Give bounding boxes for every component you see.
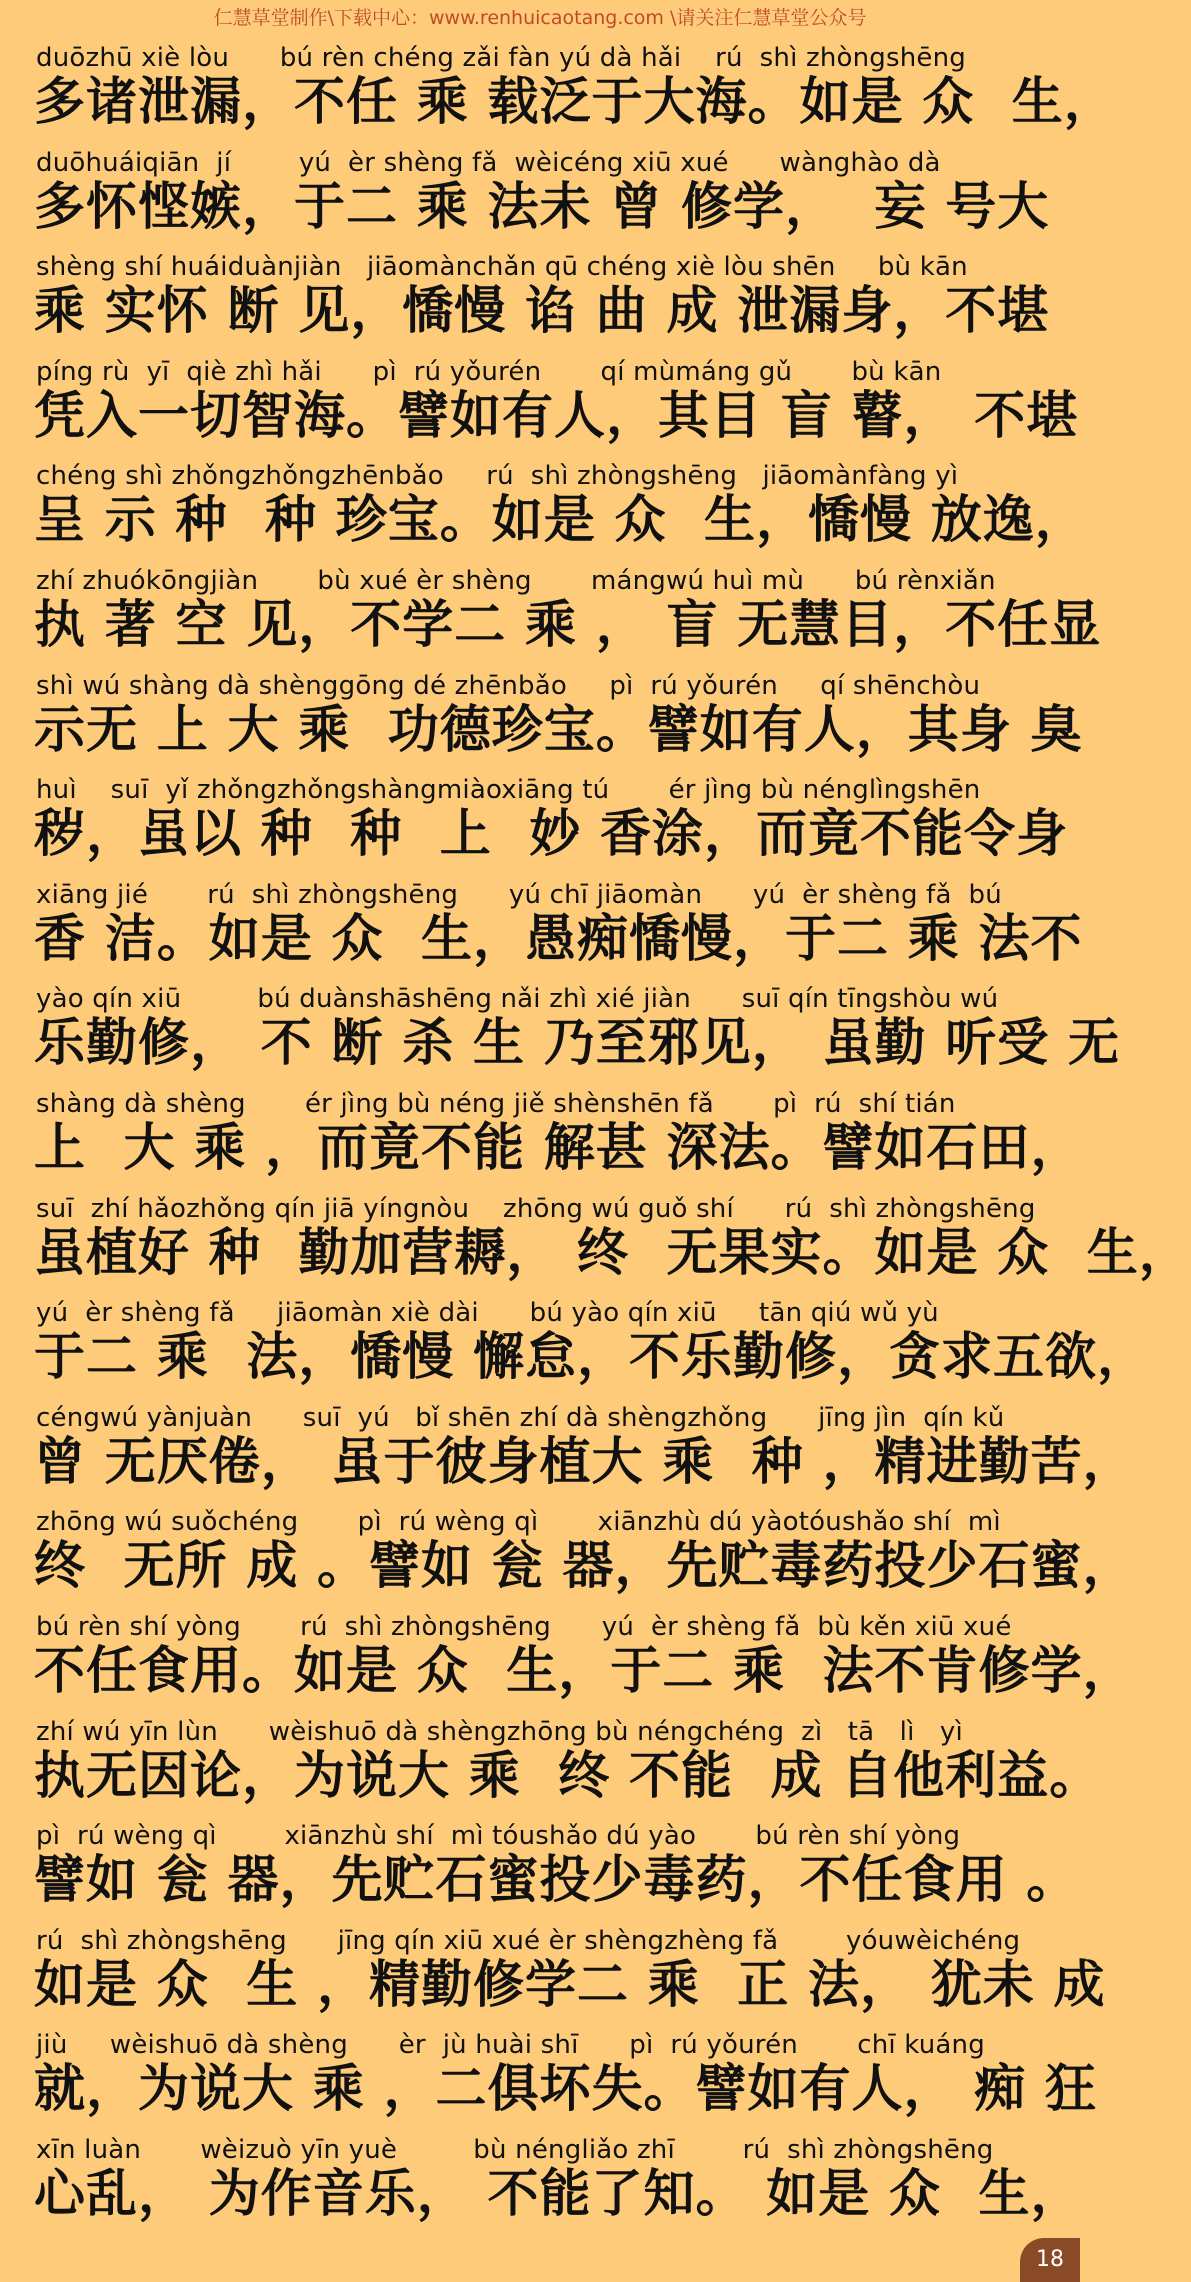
hanzi-line: 执 著 空 见，不学二 乘 ， 盲 无慧目，不任显 bbox=[34, 595, 1102, 655]
hanzi-line: 多怀悭嫉，于二 乘 法未 曾 修学， 妄 号大 bbox=[34, 177, 1050, 237]
hanzi-line: 秽，虽以 种 种 上 妙 香涂，而竟不能令身 bbox=[34, 805, 1069, 865]
pinyin-line: huì suī yǐ zhǒngzhǒngshàngmiàoxiāng tú ér jìng bù nénglìngshēn bbox=[36, 775, 981, 806]
text-line bbox=[0, 1187, 1191, 1292]
hanzi-line: 乘 实怀 断 见，憍慢 谄 曲 成 泄漏身，不堪 bbox=[34, 282, 1050, 342]
hanzi-line: 执无因论，为说大 乘 终 不能 成 自他利益。 bbox=[34, 1746, 1102, 1806]
pinyin-line: rú shì zhòngshēng jīng qín xiū xué èr shèngzhèng fǎ yóuwèichéng bbox=[36, 1925, 1021, 1956]
hanzi-line: 于二 乘 法，憍慢 懈怠，不乐勤修，贪求五欲， bbox=[34, 1328, 1150, 1388]
hanzi-line: 多诸泄漏，不任 乘 载泛于大海。如是 众 生， bbox=[34, 73, 1116, 132]
pinyin-line: yú èr shèng fǎ jiāomàn xiè dài bú yào qín xiū tān qiú wǔ yù bbox=[36, 1298, 939, 1329]
pinyin-line: jiù wèishuō dà shèng èr jù huài shī pì rú yǒurén chī kuáng bbox=[36, 2030, 985, 2061]
hanzi-line: 虽植好 种 勤加营耨， 终 无果实。如是 众 生， bbox=[34, 1223, 1191, 1283]
text-line bbox=[0, 559, 1102, 664]
hanzi-line: 不任食用。如是 众 生，于二 乘 法不肯修学， bbox=[34, 1641, 1135, 1701]
hanzi-line: 心乱， 为作音乐， 不能了知。 如是 众 生， bbox=[34, 2164, 1083, 2224]
text-line bbox=[0, 664, 1083, 769]
text-line bbox=[0, 873, 1083, 978]
text-line bbox=[0, 141, 1080, 246]
pinyin-line: chéng shì zhǒngzhǒngzhēnbǎo rú shì zhòngshēng jiāomànfàng yì bbox=[36, 461, 959, 492]
hanzi-line: 香 洁。如是 众 生，愚痴憍慢，于二 乘 法不 bbox=[34, 909, 1083, 969]
hanzi-line: 就，为说大 乘 ，二俱坏失。譬如有人， 痴 狂 bbox=[34, 2060, 1098, 2120]
pinyin-line: duōzhū xiè lòu bú rèn chéng zǎi fàn yú dà hǎi rú shì zhòngshēng bbox=[36, 43, 966, 73]
text-line bbox=[0, 1814, 1080, 1919]
text-line bbox=[0, 1396, 1135, 1501]
pinyin-line: shì wú shàng dà shènggōng dé zhēnbǎo pì rú yǒurén qí shēnchòu bbox=[36, 670, 981, 701]
pinyin-line: shàng dà shèng ér jìng bù néng jiě shènshēn fǎ pì rú shí tián bbox=[36, 1088, 956, 1119]
pinyin-line: duōhuáiqiān jí yú èr shèng fǎ wèicéng xiū xué wànghào dà bbox=[36, 147, 941, 178]
hanzi-line: 如是 众 生 ，精勤修学二 乘 正 法， 犹未 成 bbox=[34, 1955, 1106, 2015]
text-line bbox=[0, 1710, 1102, 1815]
hanzi-line: 上 大 乘 ，而竟不能 解甚 深法。譬如石田， bbox=[34, 1118, 1083, 1178]
hanzi-line: 曾 无厌倦， 虽于彼身植大 乘 种 ，精进勤苦， bbox=[34, 1432, 1135, 1492]
text-line bbox=[0, 2023, 1098, 2128]
text-line bbox=[0, 1919, 1106, 2024]
hanzi-line: 乐勤修， 不 断 杀 生 乃至邪见， 虽勤 听受 无 bbox=[34, 1014, 1121, 1074]
pinyin-line: bú rèn shí yòng rú shì zhòngshēng yú èr shèng fǎ bù kěn xiū xué bbox=[36, 1611, 1012, 1642]
pinyin-line: suī zhí hǎozhǒng qín jiā yíngnòu zhōng wú guǒ shí rú shì zhòngshēng bbox=[36, 1193, 1036, 1224]
pinyin-line: píng rù yī qiè zhì hǎi pì rú yǒurén qí mùmáng gǔ bù kān bbox=[36, 356, 942, 387]
page-number: 18 bbox=[1020, 2238, 1080, 2282]
hanzi-line: 终 无所 成 。譬如 瓮 器，先贮毒药投少石蜜， bbox=[34, 1537, 1135, 1597]
page-header: 仁慧草堂制作\下载中心：www.renhuicaotang.com \请关注仁慧草堂公众号 bbox=[213, 7, 867, 29]
pinyin-line: xīn luàn wèizuò yīn yuè bù néngliǎo zhī rú shì zhòngshēng bbox=[36, 2134, 994, 2165]
pinyin-line: yào qín xiū bú duànshāshēng nǎi zhì xié jiàn suī qín tīngshòu wú bbox=[36, 984, 999, 1015]
text-line bbox=[0, 350, 1080, 455]
hanzi-line: 示无 上 大 乘 功德珍宝。譬如有人，其身 臭 bbox=[34, 700, 1083, 760]
pinyin-line: shèng shí huáiduànjiàn jiāomànchǎn qū chéng xiè lòu shēn bù kān bbox=[36, 252, 968, 283]
text-line bbox=[0, 1605, 1135, 1710]
scripture-text bbox=[0, 36, 1191, 2232]
text-line bbox=[0, 977, 1121, 1082]
pinyin-line: zhí wú yīn lùn wèishuō dà shèngzhōng bù néngchéng zì tā lì yì bbox=[36, 1716, 963, 1747]
hanzi-line: 呈 示 种 种 珍宝。如是 众 生，憍慢 放逸， bbox=[34, 491, 1087, 551]
pinyin-line: pì rú wèng qì xiānzhù shí mì tóushǎo dú yào bú rèn shí yòng bbox=[36, 1821, 961, 1852]
text-line bbox=[0, 768, 1080, 873]
pinyin-line: xiāng jié rú shì zhòngshēng yú chī jiāomàn yú èr shèng fǎ bú bbox=[36, 879, 1002, 910]
hanzi-line: 譬如 瓮 器，先贮石蜜投少毒药，不任食用 。 bbox=[34, 1851, 1079, 1911]
text-line bbox=[0, 36, 1116, 141]
text-line bbox=[0, 2128, 1083, 2233]
text-line bbox=[0, 245, 1080, 350]
hanzi-line: 凭入一切智海。譬如有人，其目 盲 瞽， 不堪 bbox=[34, 386, 1079, 446]
text-line bbox=[0, 454, 1087, 559]
text-line bbox=[0, 1291, 1150, 1396]
text-line bbox=[0, 1500, 1135, 1605]
pinyin-line: zhí zhuókōngjiàn bù xué èr shèng mángwú huì mù bú rènxiǎn bbox=[36, 565, 996, 596]
pinyin-line: céngwú yànjuàn suī yú bǐ shēn zhí dà shèngzhǒng jīng jìn qín kǔ bbox=[36, 1402, 1005, 1433]
text-line bbox=[0, 1082, 1083, 1187]
pinyin-line: zhōng wú suǒchéng pì rú wèng qì xiānzhù dú yàotóushǎo shí mì bbox=[36, 1507, 1001, 1538]
